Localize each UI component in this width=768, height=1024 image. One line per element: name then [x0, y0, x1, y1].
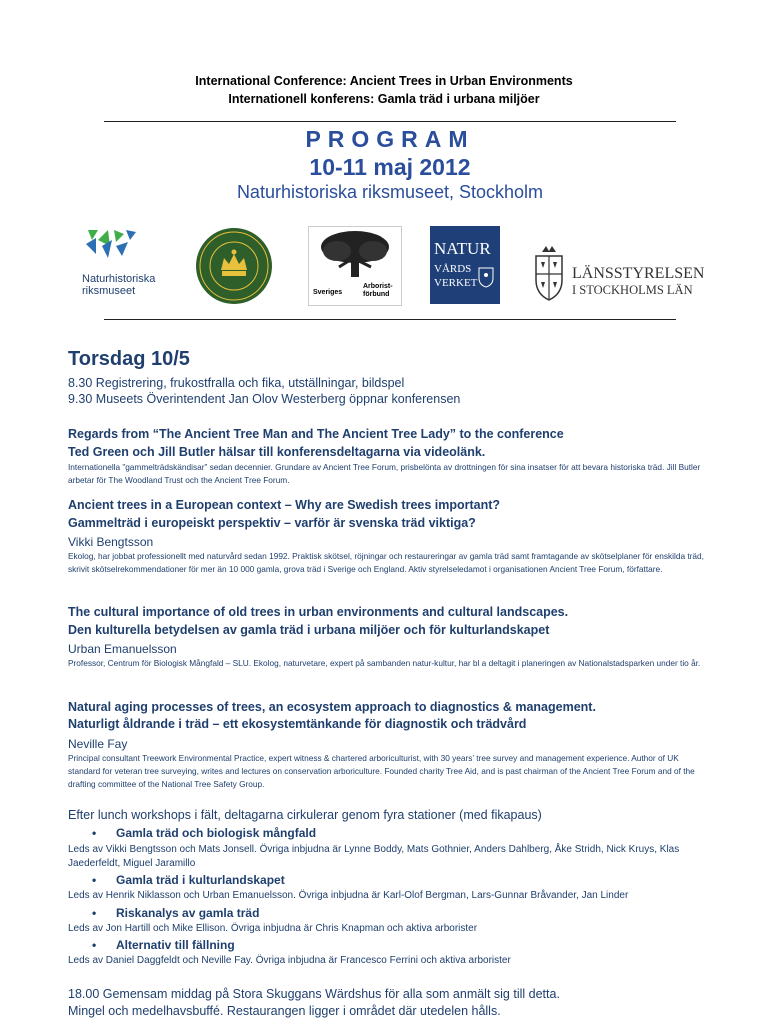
workshop3-item [92, 906, 259, 920]
lansstyrelsen-logo [534, 246, 704, 302]
naturvardsverket-logo [430, 226, 500, 304]
conference-title-sv: Internationell konferens: Gamla träd i urbana miljöer [228, 92, 540, 106]
tree-icon [309, 227, 401, 281]
divider-top [104, 121, 676, 122]
saf-logo [308, 226, 402, 306]
bullet-icon: • [92, 938, 97, 952]
divider-bottom [104, 319, 676, 320]
saf-name-line2: Arborist- [363, 283, 393, 290]
session2-speaker: Vikki Bengtsson [68, 535, 154, 549]
workshop4-item [92, 938, 235, 952]
schedule-item-opening: 9.30 Museets Överintendent Jan Olov Westerberg öppnar konferensen [68, 392, 461, 406]
saf-name-line3: förbund [363, 291, 390, 298]
nvv-line1: NATUR [434, 239, 491, 258]
conference-title-en: International Conference: Ancient Trees in Urban Environments [195, 74, 573, 88]
session4-title-sv: Naturligt åldrande i träd – ett ekosystemtänkande för diagnostik och trädvård [68, 717, 527, 731]
program-heading: PROGRAM [305, 126, 475, 152]
program-date: 10-11 maj 2012 [309, 154, 471, 180]
workshop4-description: Leds av Daniel Daggfeldt och Neville Fay. Övriga inbjudna är Francesco Ferrini och aktiva arborister [68, 955, 511, 966]
bullet-icon: • [92, 906, 97, 920]
session1-title-sv: Ted Green och Jill Butler hälsar till konferensdeltagarna via videolänk. [68, 445, 486, 459]
workshop4-title: Alternativ till fällning [116, 938, 235, 952]
session2-title-en: Ancient trees in a European context – Why are Swedish trees important? [68, 498, 501, 512]
lst-line1: LÄNSSTYRELSEN [572, 265, 705, 282]
bullet-icon: • [92, 826, 97, 840]
workshop3-description: Leds av Jon Hartill och Mike Ellison. Övriga inbjudna är Chris Knapman och aktiva arborister [68, 923, 478, 934]
session1-description: Internationella ”gammelträdskändisar” sedan decennier. Grundare av Ancient Tree Forum, prisbelönta av drottningen för sina insatser för att bevara historiska träd. Jill Butler arbetar för The Woodland Trust och the Ancient Tree Forum. [68, 462, 701, 485]
dinner-line1: 18.00 Gemensam middag på Stora Skuggans Wärdshus för alla som anmält sig till detta. [68, 987, 560, 1001]
workshop2-title: Gamla träd i kulturlandskapet [116, 873, 285, 887]
nvv-line2: VÅRDS [434, 263, 472, 275]
nrm-name-line2: riksmuseet [82, 285, 136, 297]
program-venue: Naturhistoriska riksmuseet, Stockholm [236, 182, 544, 202]
session3-title-sv: Den kulturella betydelsen av gamla träd i urbana miljöer och för kulturlandskapet [68, 623, 550, 637]
workshop1-item [92, 826, 316, 840]
schedule-item-registration: 8.30 Registrering, frukostfralla och fika, utställningar, bildspel [68, 376, 405, 390]
kdf-seal-logo [194, 226, 274, 306]
crown-seal-icon [194, 226, 274, 306]
workshop2-item [92, 873, 285, 887]
workshops-intro: Efter lunch workshops i fält, deltagarna cirkulerar genom fyra stationer (med fikapaus) [68, 808, 542, 822]
session4-description: Principal consultant Treework Environmental Practice, expert witness & chartered arboriculturist, with 30 years’ tree survey and management experience. Author of UK standard for veteran tree surveying, writes and lectures on conservation arboriculture. Founded charity Tree Aid, and is past chairman of the Ancient Tree Forum and of the drafting committee of the National Tree Safety Group. [68, 753, 695, 789]
session1-title-en: Regards from “The Ancient Tree Man and The Ancient Tree Lady” to the conference [68, 427, 564, 441]
saf-name-line1: Sveriges [313, 289, 343, 296]
coat-of-arms-icon [478, 266, 494, 288]
session2-description: Ekolog, har jobbat professionellt med naturvård sedan 1992. Praktisk skötsel, röjningar och restaureringar av gamla träd samt framtagande av skötselplaner för enskilda träd, skrivit skötselrekommendationer för mer än 10 000 gamla, grova träd i Sverige och England. Aktiv styrelseledamot i organisationen Ancient Tree Forum, författare. [68, 551, 704, 574]
lst-line2: I STOCKHOLMS LÄN [572, 283, 693, 297]
workshop3-title: Riskanalys av gamla träd [116, 906, 260, 920]
nrm-logo [82, 226, 172, 298]
nrm-name-line1: Naturhistoriska [82, 273, 156, 285]
shield-crown-icon [534, 246, 564, 302]
session3-description: Professor, Centrum för Biologisk Mångfald – SLU. Ekolog, naturvetare, expert på sambanden natur-kultur, har bl a deltagit i planeringen av Nationalstadsparken under tio år. [68, 658, 701, 668]
bullet-icon: • [92, 873, 97, 887]
dinner-line2: Mingel och medelhavsbuffé. Restaurangen ligger i området där utedelen hålls. [68, 1004, 501, 1018]
nrm-mark-icon [82, 226, 142, 266]
workshop2-description: Leds av Henrik Niklasson och Urban Emanuelsson. Övriga inbjudna är Karl-Olof Bergman, Lars-Gunnar Bråvander, Jan Linder [68, 890, 629, 901]
session3-speaker: Urban Emanuelsson [68, 642, 177, 656]
session2-title-sv: Gammelträd i europeiskt perspektiv – varför är svenska träd viktiga? [68, 516, 476, 530]
session4-title-en: Natural aging processes of trees, an ecosystem approach to diagnostics & management. [68, 700, 596, 714]
nvv-line3: VERKET [434, 277, 478, 289]
session3-title-en: The cultural importance of old trees in urban environments and cultural landscapes. [68, 605, 569, 619]
workshop1-description: Leds av Vikki Bengtsson och Mats Jonsell. Övriga inbjudna är Lynne Boddy, Mats Gothnier, Anders Dahlberg, Åke Stridh, Nick Kruys, Klas Jaederfeldt, Miguel Jaramillo [68, 844, 680, 869]
day-heading: Torsdag 10/5 [68, 348, 190, 370]
workshop1-title: Gamla träd och biologisk mångfald [116, 826, 317, 840]
session4-speaker: Neville Fay [68, 737, 128, 751]
